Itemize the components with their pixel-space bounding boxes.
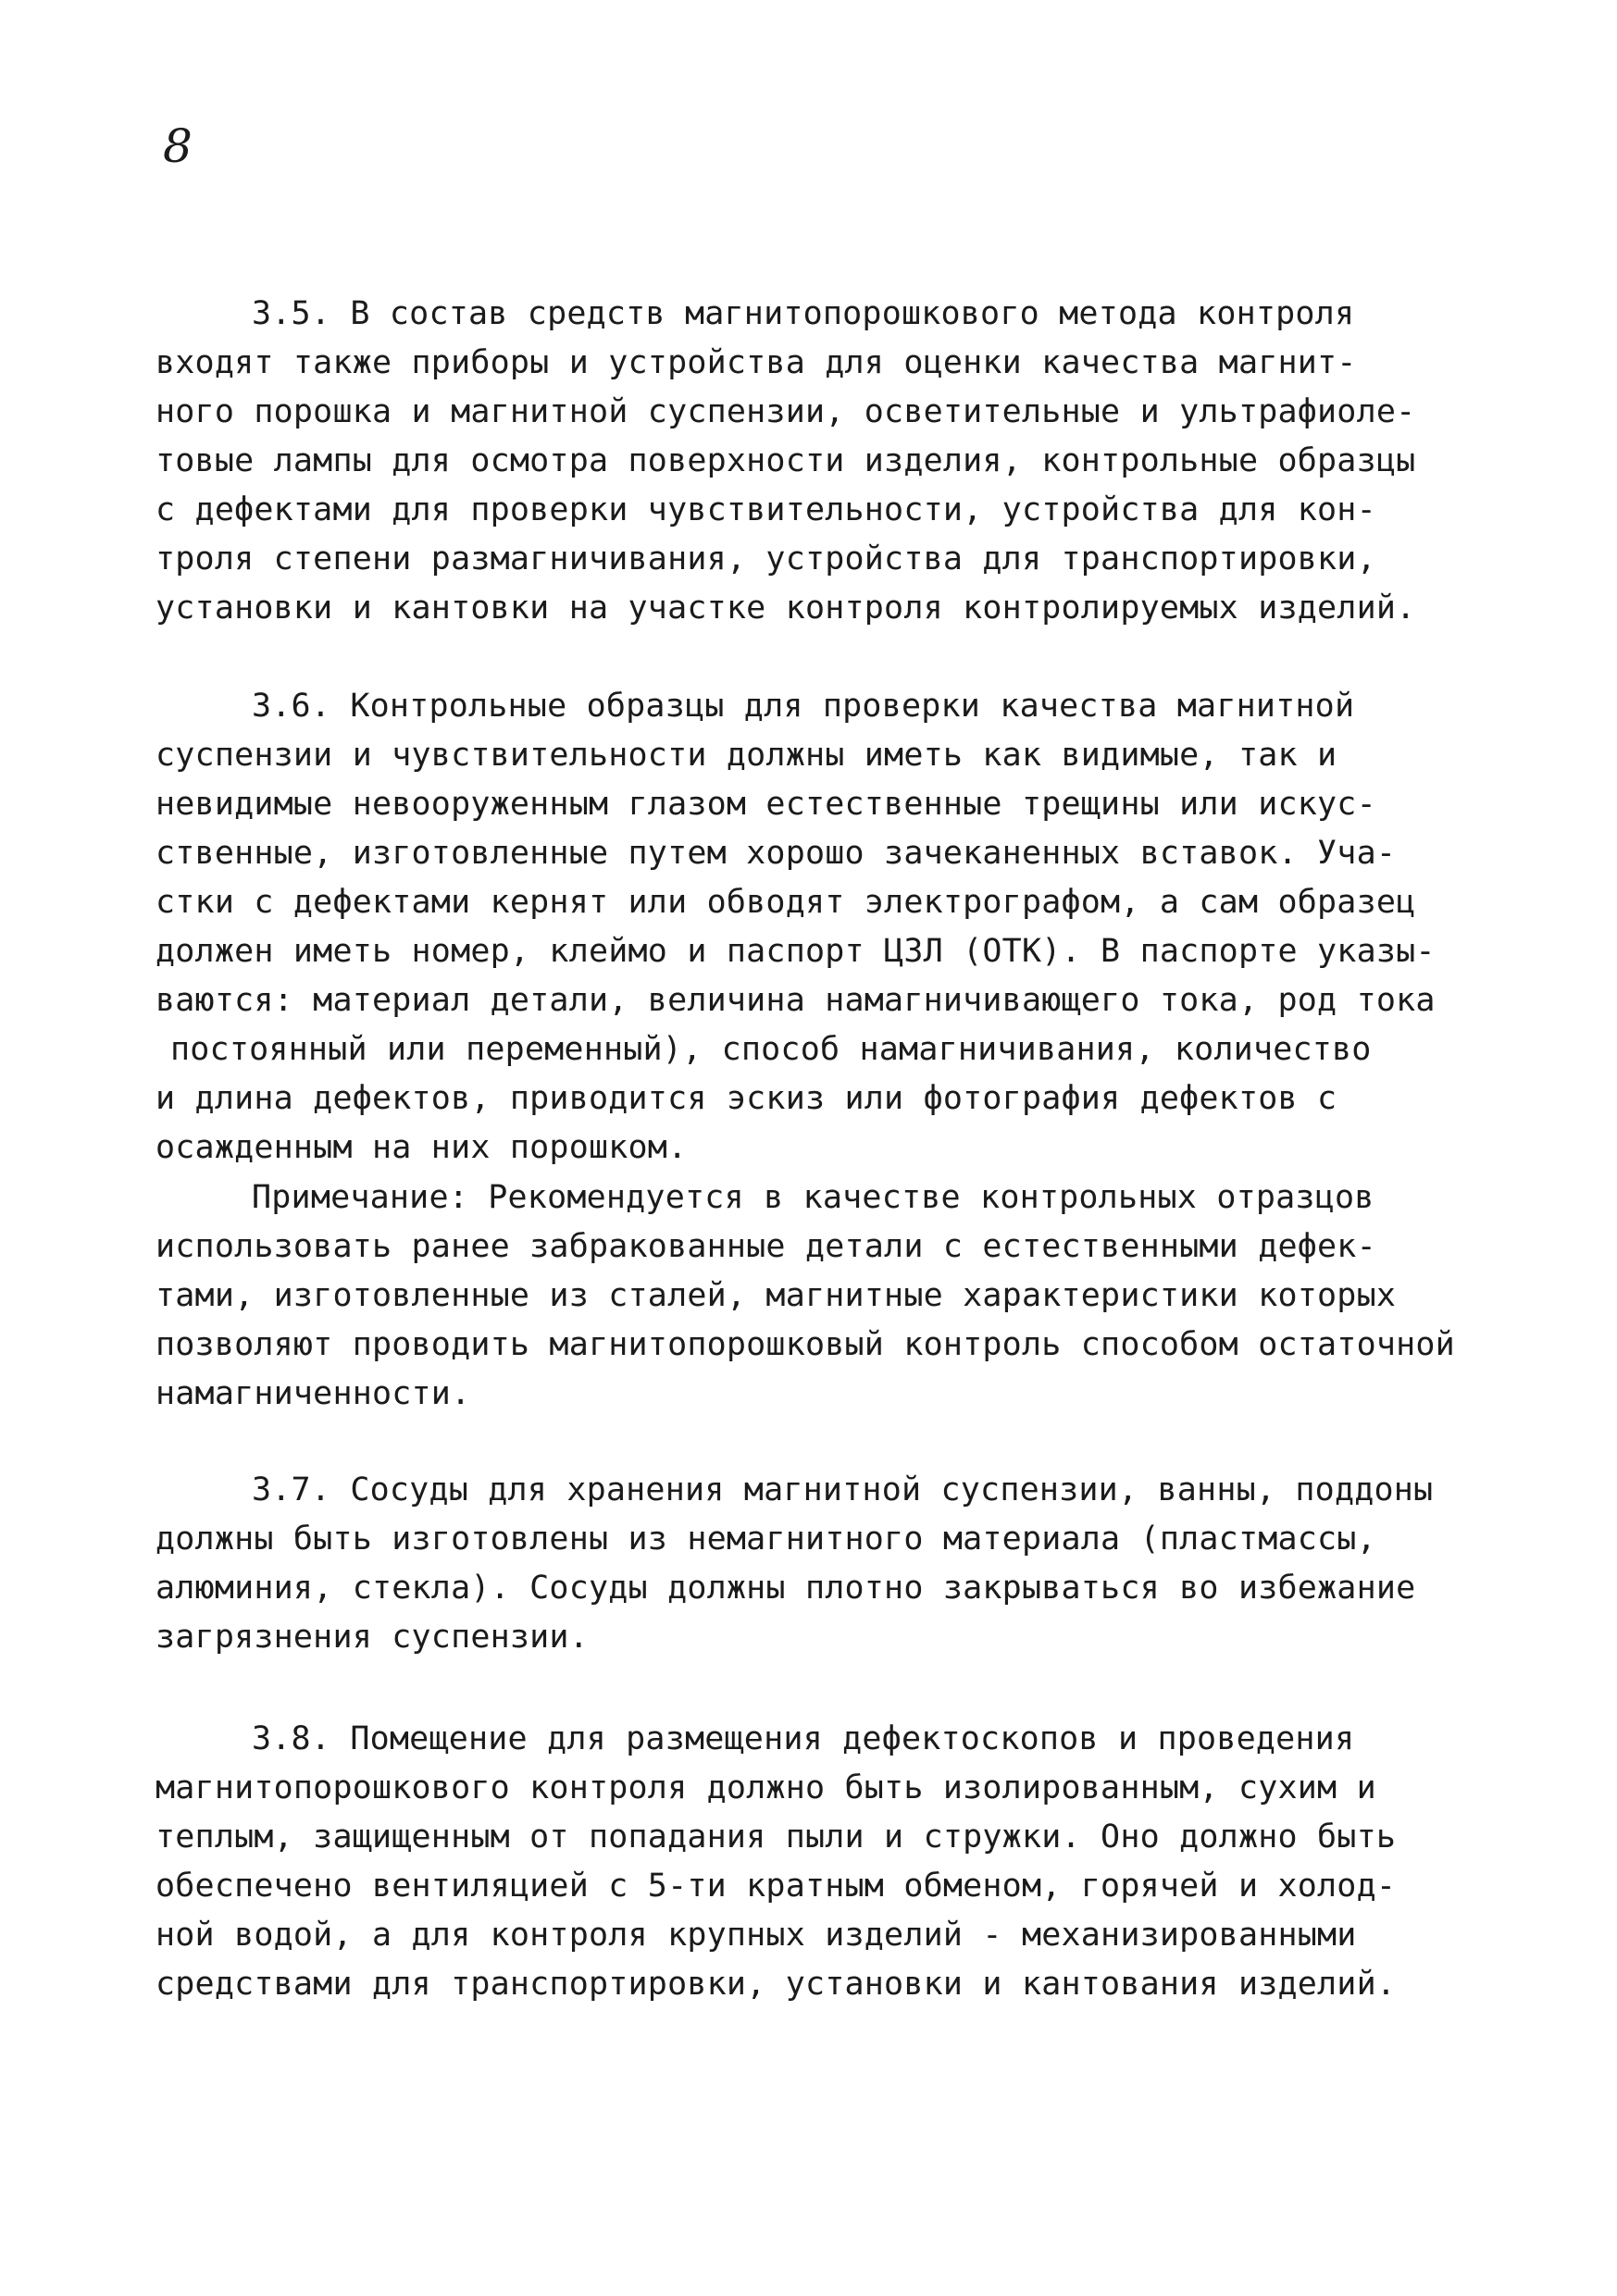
section-3-5 — [155, 290, 1507, 633]
text-line: стки с дефектами кернят или обводят электрографом, а сам образец — [155, 884, 1416, 921]
section-3-7 — [155, 1466, 1507, 1662]
text-line: 3.7. Сосуды для хранения магнитной суспензии, ванны, поддоны — [252, 1471, 1434, 1508]
text-line: обеспечено вентиляцией с 5-ти кратным обменом, горячей и холод- — [155, 1868, 1397, 1905]
text-line: осажденным на них порошком. — [155, 1129, 688, 1166]
text-line: товые лампы для осмотра поверхности изделия, контрольные образцы — [155, 442, 1416, 479]
section-3-6 — [155, 682, 1507, 1173]
text-line: средствами для транспортировки, установки и кантования изделий. — [155, 1966, 1397, 2003]
text-line: загрязнения суспензии. — [155, 1619, 589, 1656]
text-line: намагниченности. — [155, 1375, 471, 1412]
text-line: суспензии и чувствительности должны иметь как видимые, так и — [155, 737, 1337, 774]
text-line: должны быть изготовлены из немагнитного материала (пластмассы, — [155, 1520, 1376, 1558]
text-line: и длина дефектов, приводится эскиз или фотография дефектов с — [155, 1080, 1337, 1117]
text-line: ственные, изготовленные путем хорошо зачеканенных вставок. Уча- — [155, 835, 1397, 872]
section-3-8 — [155, 1715, 1507, 2009]
text-line: невидимые невооруженным глазом естественные трещины или искус- — [155, 786, 1376, 823]
text-line: постоянный или переменный), способ намагничивания, количество — [170, 1031, 1372, 1068]
text-line: входят также приборы и устройства для оценки качества магнит- — [155, 344, 1357, 381]
text-line: ной водой, а для контроля крупных изделий - механизированными — [155, 1917, 1357, 1954]
text-line: троля степени размагничивания, устройства для транспортировки, — [155, 540, 1376, 577]
text-line: ного порошка и магнитной суспензии, осветительные и ультрафиоле- — [155, 393, 1416, 430]
text-line: 3.8. Помещение для размещения дефектоскопов и проведения — [252, 1720, 1355, 1757]
text-line: 3.6. Контрольные образцы для проверки качества магнитной — [252, 688, 1355, 725]
text-line: ваются: материал детали, величина намагничивающего тока, род тока — [155, 982, 1436, 1019]
text-line: позволяют проводить магнитопорошковый контроль способом остаточной — [155, 1326, 1455, 1363]
text-line: теплым, защищенным от попадания пыли и стружки. Оно должно быть — [155, 1818, 1397, 1855]
text-line: должен иметь номер, клеймо и паспорт ЦЗЛ (ОТК). В паспорте указы- — [155, 933, 1436, 970]
text-line: тами, изготовленные из сталей, магнитные характеристики которых — [155, 1277, 1397, 1314]
text-line: алюминия, стекла). Сосуды должны плотно закрываться во избежание — [155, 1570, 1416, 1607]
note — [155, 1173, 1507, 1419]
text-line: использовать ранее забракованные детали с естественными дефек- — [155, 1228, 1376, 1265]
text-line: установки и кантовки на участке контроля контролируемых изделий. — [155, 590, 1416, 627]
text-line: 3.5. В состав средств магнитопорошкового метода контроля — [252, 295, 1355, 332]
page-number: 8 — [163, 119, 193, 173]
text-line: Примечание: Рекомендуется в качестве контрольных отразцов — [252, 1179, 1374, 1216]
text-line: магнитопорошкового контроля должно быть изолированным, сухим и — [155, 1769, 1376, 1806]
text-line: с дефектами для проверки чувствительности, устройства для кон- — [155, 491, 1376, 528]
